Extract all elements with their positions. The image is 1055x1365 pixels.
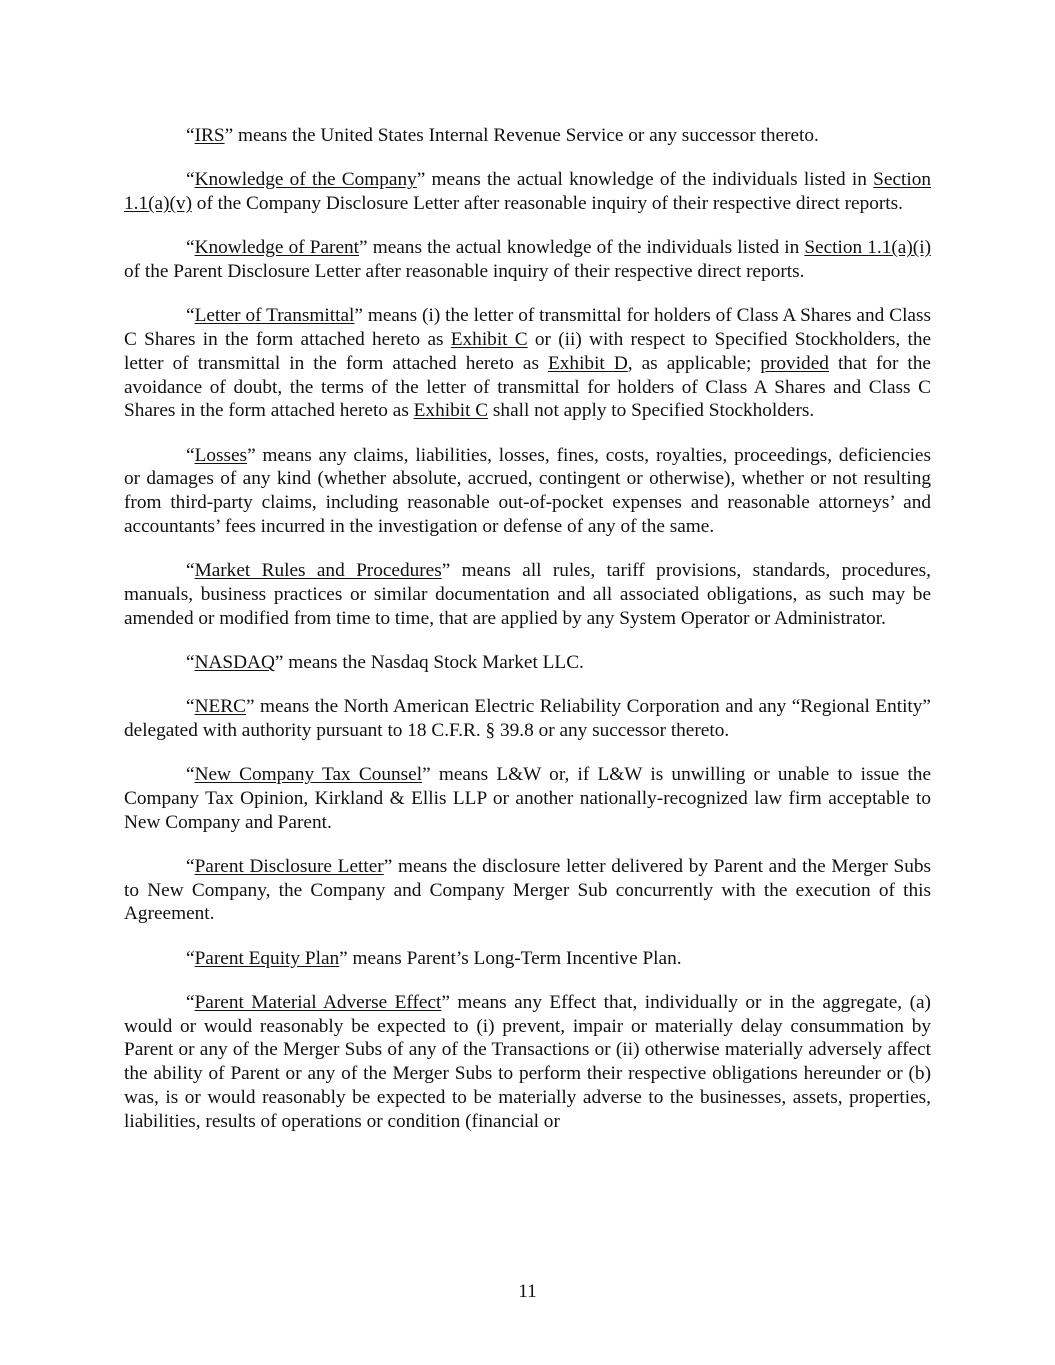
definition-text: ” means the disclosure letter delivered by Parent and the Merger Subs to New Company, the Company and Company Merger Sub concurrently with the execution of this Agreement. — [124, 855, 932, 925]
definition-text: ” means L&W or, if L&W is unwilling or unable to issue the Company Tax Opinion, Kirkland & Ellis LLP or another nationally-recognized law firm acceptable to New Company and Parent. — [124, 764, 932, 833]
proviso-term: provided — [760, 352, 829, 374]
defined-term: New Company Tax Counsel — [194, 764, 423, 786]
definition-text: of the Parent Disclosure Letter after reasonable inquiry of their respective direct reports. — [124, 260, 805, 282]
quote-mark: “ — [186, 125, 195, 146]
exhibit-reference: Exhibit C — [413, 400, 489, 422]
definition-text: ” means (i) the letter of transmittal for holders of Class A Shares and Class C Shares in the form attached hereto as — [124, 305, 931, 350]
quote-mark: “ — [186, 947, 195, 969]
quote-mark: “ — [186, 651, 195, 673]
quote-mark: “ — [186, 169, 195, 191]
quote-mark: “ — [186, 696, 195, 718]
definition-text: ” means any Effect that, individually or in the aggregate, (a) would or would reasonably be expected to (i) prevent, impair or materially delay consummation by Parent or any of the Merger Subs of any of the Transactions or (ii) otherwise materially adversely affect the ability of Parent or any of the Merger Subs to perform their respective obligations hereunder or (b) was, is or would reasonably be expected to be materially adverse to the businesses, assets, properties, liabilities, results of operations or condition (financial or — [124, 991, 931, 1132]
page-number: 11 — [518, 1281, 537, 1302]
definition-new-company-tax-counsel — [124, 763, 931, 834]
defined-term: Parent Material Adverse Effect — [194, 991, 442, 1013]
definition-nerc — [124, 695, 931, 743]
defined-term: Parent Disclosure Letter — [194, 855, 384, 877]
definition-parent-equity-plan — [124, 947, 931, 971]
defined-term: Knowledge of the Company — [194, 169, 417, 191]
defined-term: IRS — [194, 125, 225, 146]
exhibit-reference: Exhibit C — [450, 328, 528, 350]
definition-market-rules-and-procedures — [124, 559, 931, 630]
section-reference: Section 1.1(a)(i) — [804, 237, 931, 259]
definition-text: that for the avoidance of doubt, the terms of the letter of transmittal for holders of Class A Shares and Class C Shares in the form attached hereto as — [124, 352, 931, 422]
definition-losses — [124, 444, 931, 539]
quote-mark: “ — [186, 855, 195, 877]
quote-mark: “ — [186, 560, 195, 582]
defined-term: Letter of Transmittal — [194, 305, 355, 327]
definition-text: or (ii) with respect to Specified Stockholders, the letter of transmittal in the form attached hereto as — [124, 328, 932, 374]
exhibit-reference: Exhibit D — [548, 352, 628, 374]
quote-mark: “ — [186, 991, 195, 1013]
definition-text: shall not apply to Specified Stockholders. — [488, 400, 815, 422]
definition-text: , as applicable; — [627, 352, 761, 374]
definition-text: ” means any claims, liabilities, losses, fines, costs, royalties, proceedings, deficiencies or damages of any kind (whether absolute, accrued, contingent or otherwise), whether or not resulting from third-party claims, including reasonable out-of-pocket expenses and reasonable attorneys’ and accountants’ fees incurred in the investigation or defense of any of the same. — [124, 444, 931, 537]
definition-text: ” means Parent’s Long-Term Incentive Plan. — [339, 947, 682, 969]
defined-term: Losses — [194, 444, 248, 466]
defined-term: NASDAQ — [194, 651, 275, 673]
definition-knowledge-of-the-company — [124, 168, 931, 216]
quote-mark: “ — [186, 444, 195, 466]
definition-text: ” means the actual knowledge of the individuals listed in — [359, 237, 805, 259]
document-body — [124, 124, 931, 1154]
definition-knowledge-of-parent — [124, 236, 931, 284]
quote-mark: “ — [186, 305, 195, 327]
definition-text: ” means the North American Electric Reliability Corporation and any “Regional Entity” delegated with authority pursuant to 18 C.F.R. § 39.8 or any successor thereto. — [124, 696, 931, 741]
section-reference: Section 1.1(a)(v) — [124, 169, 931, 214]
definition-text: ” means the actual knowledge of the individuals listed in — [416, 169, 874, 191]
quote-mark: “ — [186, 237, 195, 259]
quote-mark: “ — [186, 764, 195, 786]
defined-term: Parent Equity Plan — [194, 947, 340, 969]
definition-letter-of-transmittal — [124, 304, 931, 423]
defined-term: NERC — [194, 696, 246, 718]
defined-term: Knowledge of Parent — [194, 237, 360, 259]
definition-text: of the Company Disclosure Letter after reasonable inquiry of their respective direct reports. — [191, 192, 903, 214]
definition-irs — [124, 124, 931, 148]
definition-text: ” means the United States Internal Revenue Service or any successor thereto. — [224, 125, 819, 146]
defined-term: Market Rules and Procedures — [194, 560, 442, 582]
definition-text: ” means all rules, tariff provisions, standards, procedures, manuals, business practices or similar documentation and all associated obligations, as such may be amended or modified from time to time, that are applied by any System Operator or Administrator. — [124, 560, 932, 629]
definition-nasdaq — [124, 651, 931, 675]
definition-text: ” means the Nasdaq Stock Market LLC. — [274, 651, 584, 673]
definition-parent-material-adverse-effect — [124, 991, 931, 1134]
definition-parent-disclosure-letter — [124, 855, 931, 926]
